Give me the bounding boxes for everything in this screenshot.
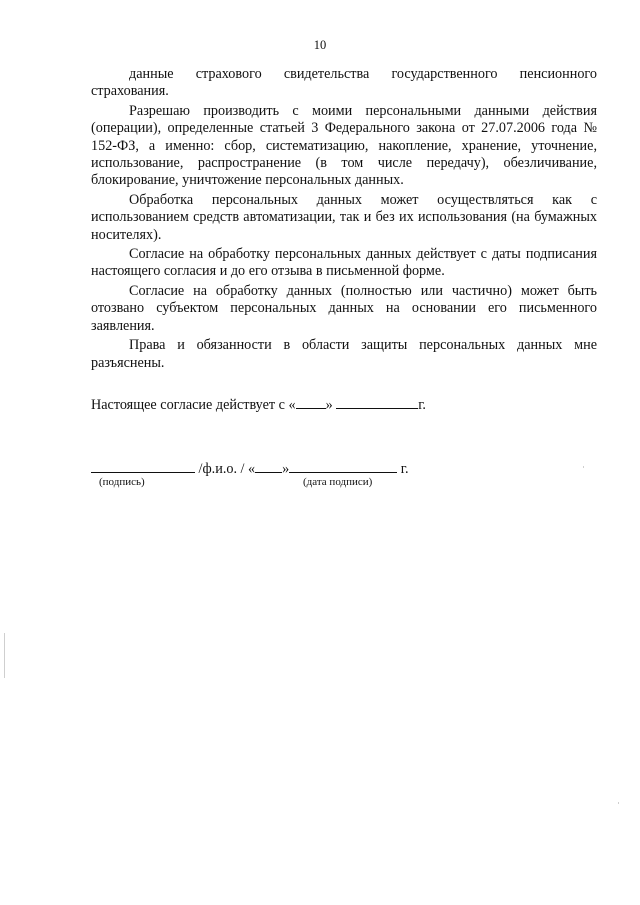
validity-prefix: Настоящее согласие действует с « — [91, 397, 296, 413]
sign-date-quote-close: » — [282, 461, 290, 477]
paragraph-rights-explained: Права и обязанности в области защиты персональных данных мне разъяснены. — [91, 337, 597, 371]
caption-date: (дата подписи) — [303, 476, 373, 488]
paragraph-insurance-certificate: данные страхового свидетельства государственного пенсионного страхования. — [91, 66, 597, 100]
sign-date-quote-open: « — [248, 461, 256, 477]
validity-month-blank[interactable] — [336, 394, 418, 409]
sign-gap-blank[interactable] — [289, 458, 305, 473]
scan-artifact-dot-lower — [618, 802, 619, 804]
signature-blank[interactable] — [91, 458, 195, 473]
paragraph-consent-term: Согласие на обработку персональных данных действует с даты подписания настоящего согласия и до его отзыва в письменной форме. — [91, 246, 597, 280]
validity-day-blank[interactable] — [296, 394, 326, 409]
caption-signature: (подпись) — [99, 476, 145, 488]
sign-day-blank[interactable] — [255, 458, 282, 473]
scan-artifact-dot — [583, 466, 584, 468]
validity-statement — [91, 394, 426, 414]
validity-year-suffix: г. — [418, 397, 426, 413]
validity-quote-close: » — [325, 397, 333, 413]
sign-month-blank[interactable] — [305, 458, 397, 473]
paragraph-consent-revocation: Согласие на обработку данных (полностью или частично) может быть отозвано субъектом персональных данных на основании его письменного заявления. — [91, 282, 597, 334]
paragraph-permitted-operations: Разрешаю производить с моими персональными данными действия (операции), определенные статьей 3 Федерального закона от 27.07.2006 года № 152-ФЗ, а именно: сбор, систематизацию, накопление, хранение, уточнение, использование, распространение (в том числе передачу), обезличивание, блокирование, уничтожение персональных данных. — [91, 102, 597, 189]
fio-label: /ф.и.о. / — [198, 461, 245, 477]
sign-year-suffix: г. — [400, 461, 409, 477]
scan-artifact-left — [4, 633, 5, 678]
page-number: 10 — [313, 38, 327, 52]
consent-body — [91, 66, 597, 374]
paragraph-processing-means: Обработка персональных данных может осуществляться как с использованием средств автоматизации, так и без их использования (на бумажных носителях). — [91, 191, 597, 243]
signature-block — [91, 458, 409, 478]
